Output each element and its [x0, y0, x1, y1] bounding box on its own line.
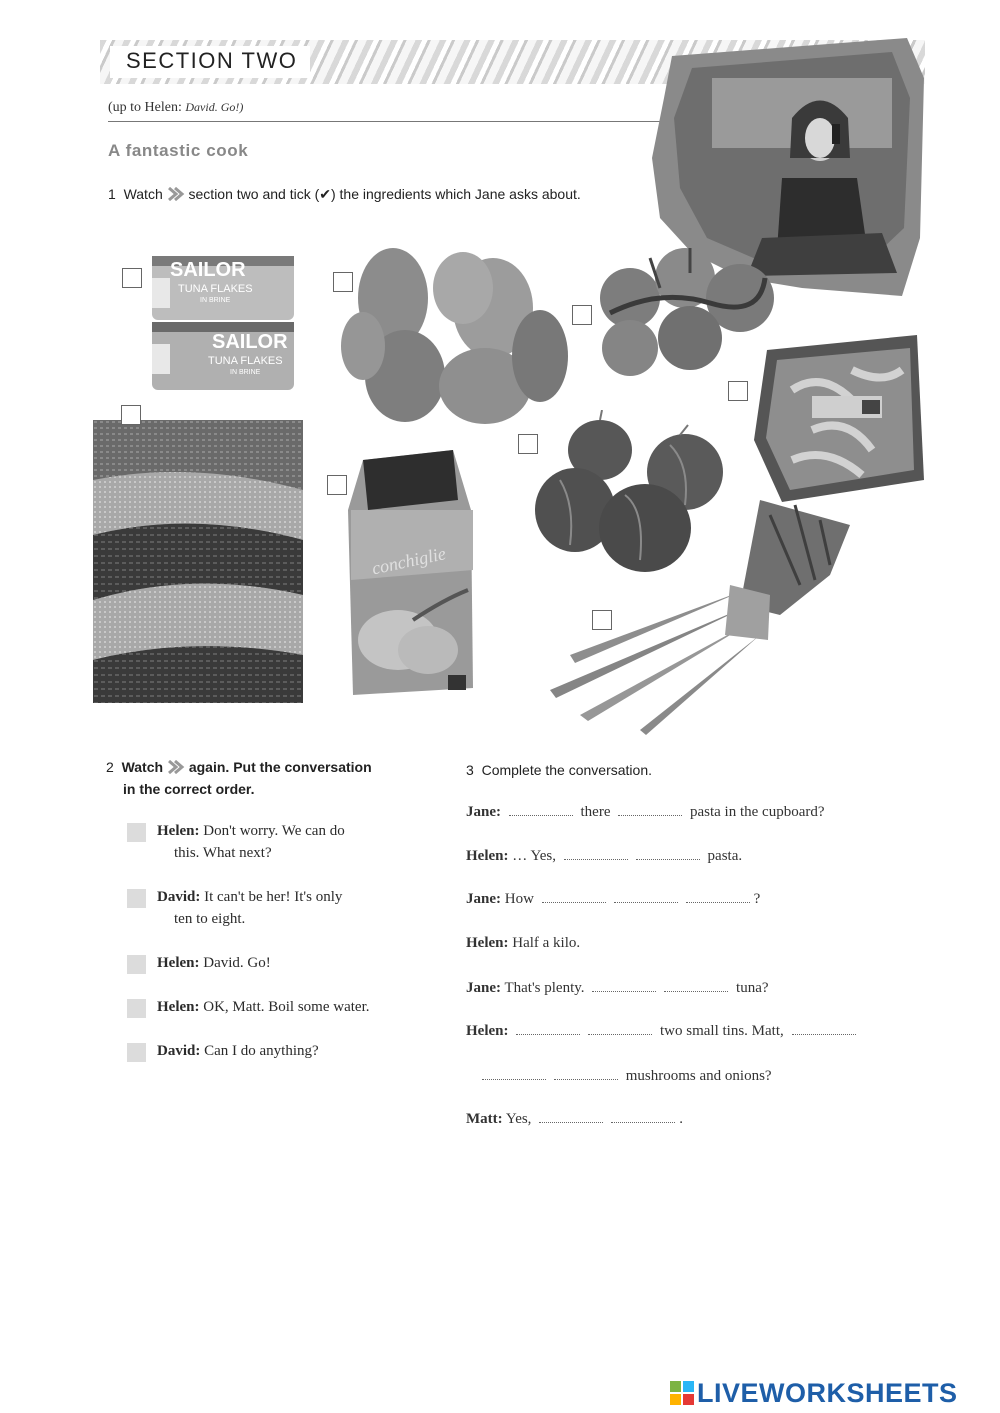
- blank-input[interactable]: [564, 848, 628, 860]
- svg-text:IN BRINE: IN BRINE: [230, 369, 261, 376]
- order-number-box-2[interactable]: [127, 889, 146, 908]
- tick-box-potatoes[interactable]: [333, 272, 353, 292]
- svg-text:SAILOR: SAILOR: [170, 259, 246, 281]
- blank-input[interactable]: [792, 1023, 856, 1035]
- tuna-cans-photo: [150, 248, 298, 394]
- play-chevron-icon: [167, 760, 185, 774]
- blank-input[interactable]: [554, 1068, 618, 1080]
- blank-input[interactable]: [592, 980, 656, 992]
- carrots-photo: [530, 495, 860, 740]
- tick-box-tuna[interactable]: [122, 268, 142, 288]
- svg-text:TUNA FLAKES: TUNA FLAKES: [208, 355, 283, 367]
- page-heading: A fantastic cook: [108, 141, 249, 160]
- exercise2-instruction: 2 Watch again. Put the conversation in the correct order.: [106, 759, 372, 797]
- svg-text:IN BRINE: IN BRINE: [200, 297, 231, 304]
- order-number-box-5[interactable]: [127, 1043, 146, 1062]
- rice-grains-photo: [93, 420, 303, 703]
- liveworksheets-logo-icon: [670, 1381, 694, 1405]
- order-number-box-3[interactable]: [127, 955, 146, 974]
- tick-box-rice[interactable]: [121, 405, 141, 425]
- play-chevron-icon: [167, 187, 185, 201]
- blank-input[interactable]: [539, 1111, 603, 1123]
- blank-input[interactable]: [482, 1068, 546, 1080]
- conversation-line-7: mushrooms and onions?: [478, 1068, 772, 1085]
- blank-input[interactable]: [614, 891, 678, 903]
- conversation-line-6: Helen: two small tins. Matt,: [466, 1023, 860, 1040]
- blank-input[interactable]: [664, 980, 728, 992]
- svg-text:conchiglie: conchiglie: [370, 543, 448, 579]
- exercise1-instruction: 1 Watch section two and tick (✔) the ingredients which Jane asks about.: [108, 186, 581, 202]
- blank-input[interactable]: [611, 1111, 675, 1123]
- blank-input[interactable]: [686, 891, 750, 903]
- tick-box-onions[interactable]: [518, 434, 538, 454]
- conversation-line-1: Jane: there pasta in the cupboard?: [466, 804, 825, 820]
- order-number-box-4[interactable]: [127, 999, 146, 1018]
- tick-box-pasta[interactable]: [327, 475, 347, 495]
- pasta-bag-photo: [343, 450, 478, 695]
- svg-text:SAILOR: SAILOR: [212, 331, 288, 353]
- order-number-box-1[interactable]: [127, 823, 146, 842]
- blank-input[interactable]: [516, 1023, 580, 1035]
- blank-input[interactable]: [509, 804, 573, 816]
- exercise3-instruction: 3 Complete the conversation.: [466, 762, 653, 778]
- conversation-line-5: Jane: That's plenty. tuna?: [466, 980, 769, 996]
- blank-input[interactable]: [542, 891, 606, 903]
- conversation-line-2: Helen: … Yes, pasta.: [466, 848, 743, 864]
- tick-box-tomatoes[interactable]: [572, 305, 592, 325]
- blank-input[interactable]: [588, 1023, 652, 1035]
- header-divider: [108, 121, 683, 122]
- tick-box-mushrooms[interactable]: [728, 381, 748, 401]
- potatoes-photo: [335, 246, 570, 426]
- tick-box-carrots[interactable]: [592, 610, 612, 630]
- section-title: SECTION TWO: [126, 48, 298, 73]
- section-subtitle: (up to Helen: David. Go!): [108, 100, 244, 115]
- conversation-line-3: Jane: How ?: [466, 891, 761, 907]
- liveworksheets-logo: LIVEWORKSHEETS: [697, 1378, 958, 1408]
- blank-input[interactable]: [636, 848, 700, 860]
- mushrooms-pack-photo: [752, 330, 926, 505]
- blank-input[interactable]: [618, 804, 682, 816]
- svg-text:TUNA FLAKES: TUNA FLAKES: [178, 283, 253, 295]
- conversation-line-4: Helen: Half a kilo.: [466, 935, 581, 951]
- conversation-line-8: Matt: Yes, .: [466, 1111, 683, 1127]
